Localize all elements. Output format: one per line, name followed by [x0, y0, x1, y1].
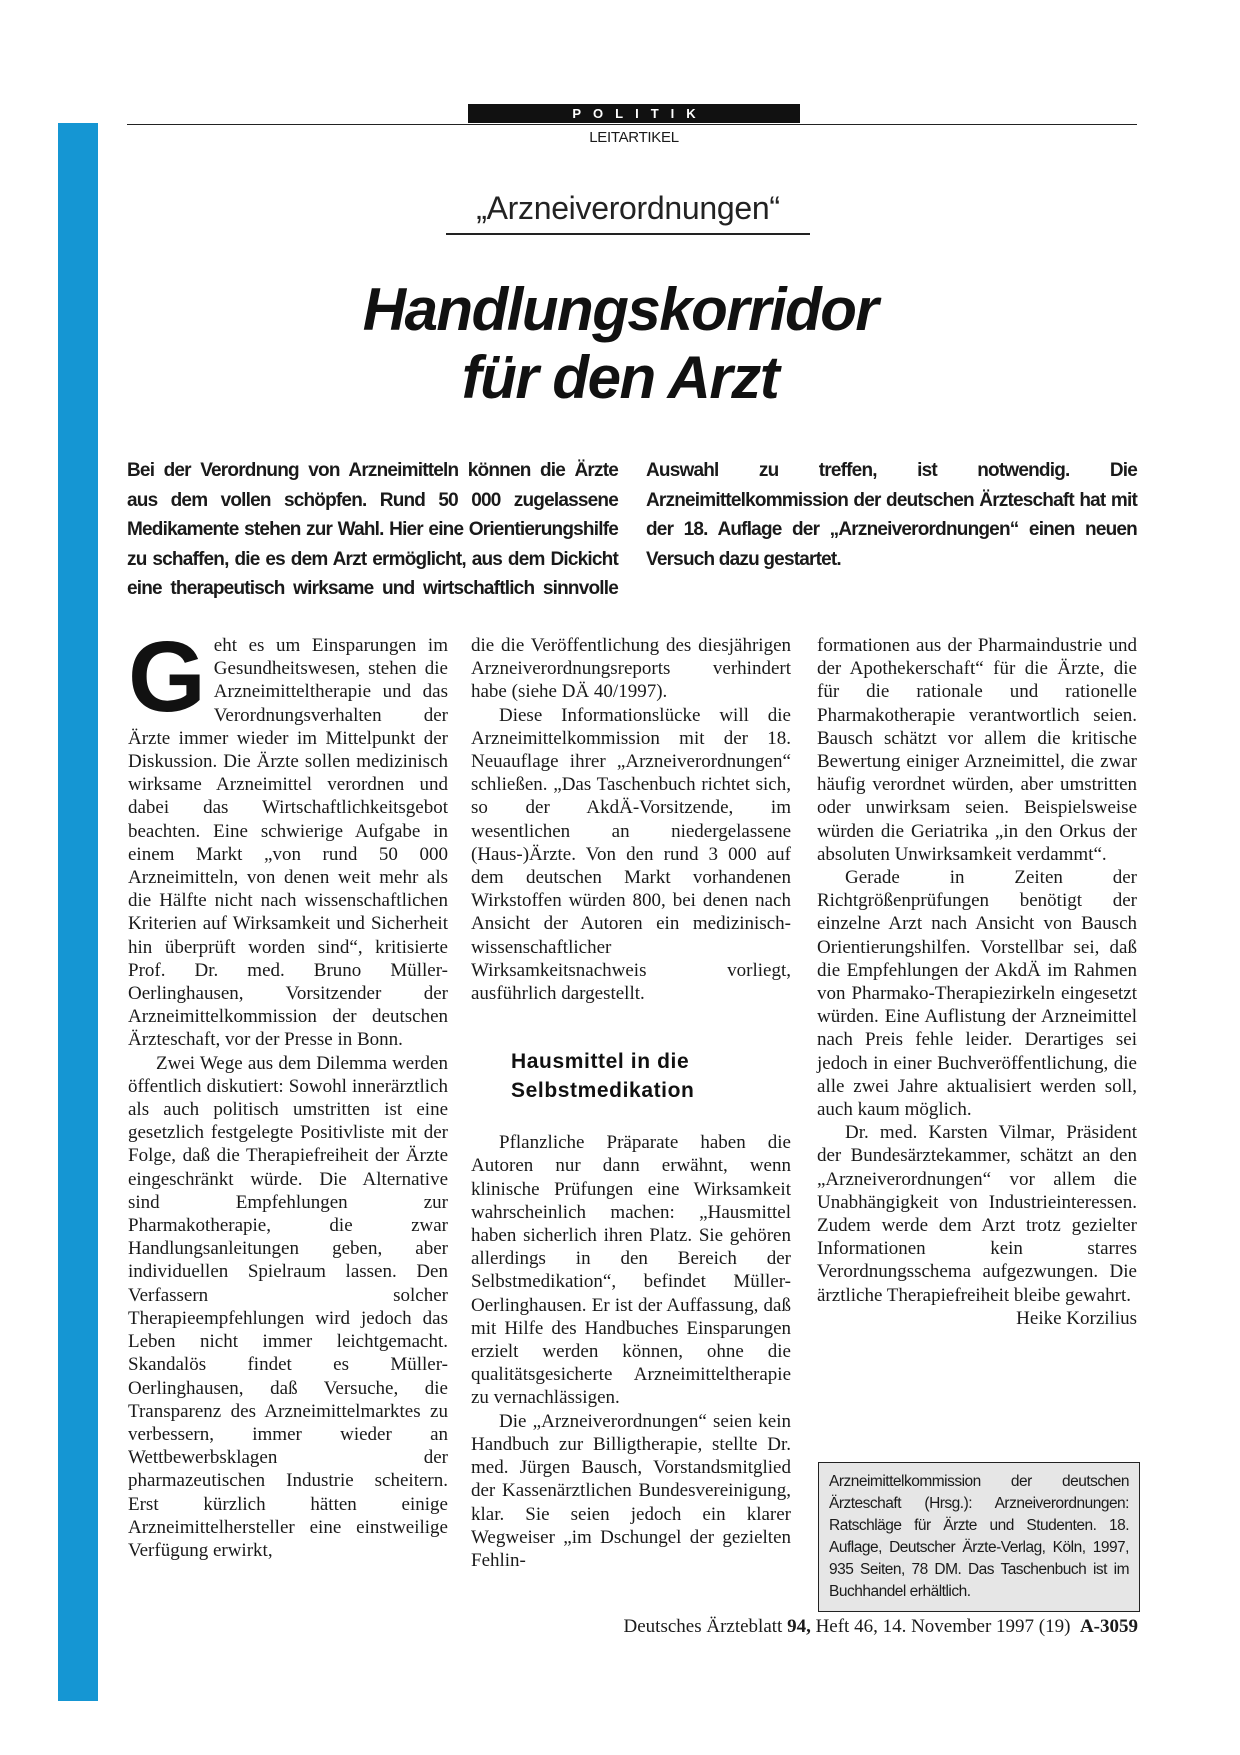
volume-number: 94, — [787, 1616, 811, 1637]
body-paragraph: Gerade in Zeiten der Richtgrößenprüfungen benötigt der einzelne Arzt nach Ansicht von Bausch Orientierungshilfen. Vorstellbar sei, daß die Empfehlungen der AkdÄ im Rahmen von Pharmako-Therapiezirkeln eingesetzt würden. Eine Auflistung der Arzneimittel nach Preis fehle leider. Derartiges sei jedoch in einer Buchveröffentlichung, die alle zwei Jahre aktualisiert werden soll, auch kaum möglich. — [817, 867, 1137, 1121]
body-column-1 — [128, 621, 448, 1562]
headline-line-2: für den Arzt — [461, 344, 779, 411]
body-paragraph: Pflanzliche Präparate haben die Autoren nur dann erwähnt, wenn klinische Prüfungen eine Wirksamkeit wahrscheinlich machen: „Hausmittel haben sicherlich ihren Platz. Sie gehören allerdings in den Bereich der Selbstmedikation“, befindet Müller-Oerlinghausen. Er ist der Auffassung, daß mit Hilfe des Handbuches Einsparungen erzielt werden können, ohne die qualitätsgesicherte Arzneimitteltherapie zu vernachlässigen. — [471, 1132, 791, 1409]
body-column-3 — [817, 634, 1137, 1330]
body-paragraph: formationen aus der Pharmaindustrie und der Apothekerschaft“ für die Ärzte, die für die rationale und rationelle Pharmakotherapie verantwortlich seien. Bausch schätzt vor allem die kritische Bewertung einiger Arzneimittel, die zwar häufig verordnet würden, aber umstritten oder unwirksam seien. Beispielsweise würden die Geriatrika „in den Orkus der absoluten Unwirksamkeit verdammt“. — [817, 635, 1137, 865]
subsection-label: LEITARTIKEL — [589, 129, 679, 146]
drop-cap: G — [128, 621, 206, 733]
accent-bar — [58, 123, 98, 1701]
body-paragraph: Dr. med. Karsten Vilmar, Präsident der Bundesärztekammer, schätzt an den „Arzneiverordnungen“ vor allem die Unabhängigkeit von Industrieinteressen. Zudem werde dem Arzt trotz gezielter Informationen kein starres Verordnungsschema aufgezwungen. Die ärztliche Therapiefreiheit bleibe gewahrt. — [817, 1122, 1137, 1306]
body-paragraph — [128, 621, 448, 1052]
page-footer — [560, 1616, 1138, 1638]
body-paragraph: die die Veröffentlichung des diesjährigen Arzneiverordnungsreports verhindert habe (siehe DÄ 40/1997). — [471, 635, 791, 703]
book-info-box: Arzneimittelkommission der deutschen Ärzteschaft (Hrsg.): Arzneiverordnungen: Ratschläge für Ärzte und Studenten. 18. Auflage, Deutscher Ärzte-Verlag, Köln, 1997, 935 Seiten, 78 DM. Das Taschenbuch ist im Buchhandel erhältlich. — [818, 1462, 1140, 1612]
subheading-line-2: Selbstmedikation — [511, 1079, 695, 1103]
subheading — [511, 1047, 791, 1105]
body-paragraph: Zwei Wege aus dem Dilemma werden öffentlich diskutiert: Sowohl innerärztlich als auch politisch umstritten ist eine gesetzlich festgelegte Positivliste mit der Folge, daß die Therapiefreiheit der Ärzte eingeschränkt würde. Die Alternative sind Empfehlungen zur Pharmakotherapie, die zwar Handlungsanleitungen geben, aber individuellen Spielraum lassen. Den Verfassern solcher Therapieempfehlungen wird jedoch das Leben nicht immer leichtgemacht. Skandalös findet es Müller-Oerlinghausen, daß Versuche, die Transparenz des Arzneimittelmarktes zu verbessern, immer wieder an Wettbewerbsklagen der pharmazeutischen Industrie scheitern. Erst kürzlich hätten einige Arzneimittelhersteller eine einstweilige Verfügung erwirkt, — [128, 1052, 448, 1561]
page-number: A-3059 — [1079, 1616, 1138, 1637]
section-label: POLITIK — [468, 104, 800, 123]
issue-info: Heft 46, 14. November 1997 (19) — [815, 1616, 1071, 1637]
author-byline: Heike Korzilius — [1016, 1307, 1137, 1329]
headline-line-1: Handlungskorridor — [362, 276, 878, 343]
body-paragraph: Die „Arzneiverordnungen“ seien kein Handbuch zur Billigtherapie, stellte Dr. med. Jürgen Bausch, Vorstandsmitglied der Kassenärztlichen Bundesvereinigung, klar. Sie seien jedoch ein klarer Wegweiser „im Dschungel der gezielten Fehlin- — [471, 1410, 791, 1571]
article-headline — [200, 276, 1040, 412]
subheading-line-1: Hausmittel in die — [511, 1050, 690, 1074]
body-column-2 — [471, 634, 791, 1572]
journal-name: Deutsches Ärzteblatt — [623, 1616, 783, 1637]
article-lead: Bei der Verordnung von Arzneimitteln können die Ärzte aus dem vollen schöpfen. Rund 50 000 zugelassene Medikamente stehen zur Wahl. Hier eine Orientierungshilfe zu schaffen, die es dem Arzt ermöglicht, aus dem Dickicht eine therapeutisch wirksame und wirtschaftlich sinnvolle Auswahl zu treffen, ist notwendig. Die Arzneimittelkommission der deutschen Ärzteschaft hat mit der 18. Auflage der „Arzneiverordnungen“ einen neuen Versuch dazu gestartet. — [127, 460, 1137, 599]
paragraph-text: eht es um Einsparungen im Gesundheitswesen, stehen die Arzneimitteltherapie und das Verordnungsverhalten der Ärzte immer wieder im Mittelpunkt der Diskussion. Die Ärzte sollen medizinisch wirksame Arzneimittel verordnen und dabei das Wirtschaftlichkeitsgebot beachten. Eine schwierige Aufgabe in einem Markt „von rund 50 000 Arzneimitteln, von denen weit mehr als die Hälfte nicht nach wissenschaftlichen Kriterien auf Wirksamkeit und Sicherheit hin überprüft worden sind“, kritisierte Prof. Dr. med. Bruno Müller-Oerlinghausen, Vorsitzender der Arzneimittelkommission der deutschen Ärzteschaft, vor der Presse in Bonn. — [128, 635, 448, 1051]
body-paragraph: Diese Informationslücke will die Arzneimittelkommission mit der 18. Neuauflage ihrer „Arzneiverordnungen“ schließen. „Das Taschenbuch richtet sich, so der AkdÄ-Vorsitzende, im wesentlichen an niedergelassene (Haus-)Ärzte. Von den rund 3 000 auf dem deutschen Markt vorhandenen Wirkstoffen würden 800, bei denen nach Ansicht der Autoren ein medizinisch-wissenschaftlicher Wirksamkeitsnachweis vorliegt, ausführlich dargestellt. — [471, 704, 791, 1005]
header-rule — [127, 124, 1137, 125]
article-kicker: „Arzneiverordnungen“ — [446, 190, 810, 235]
